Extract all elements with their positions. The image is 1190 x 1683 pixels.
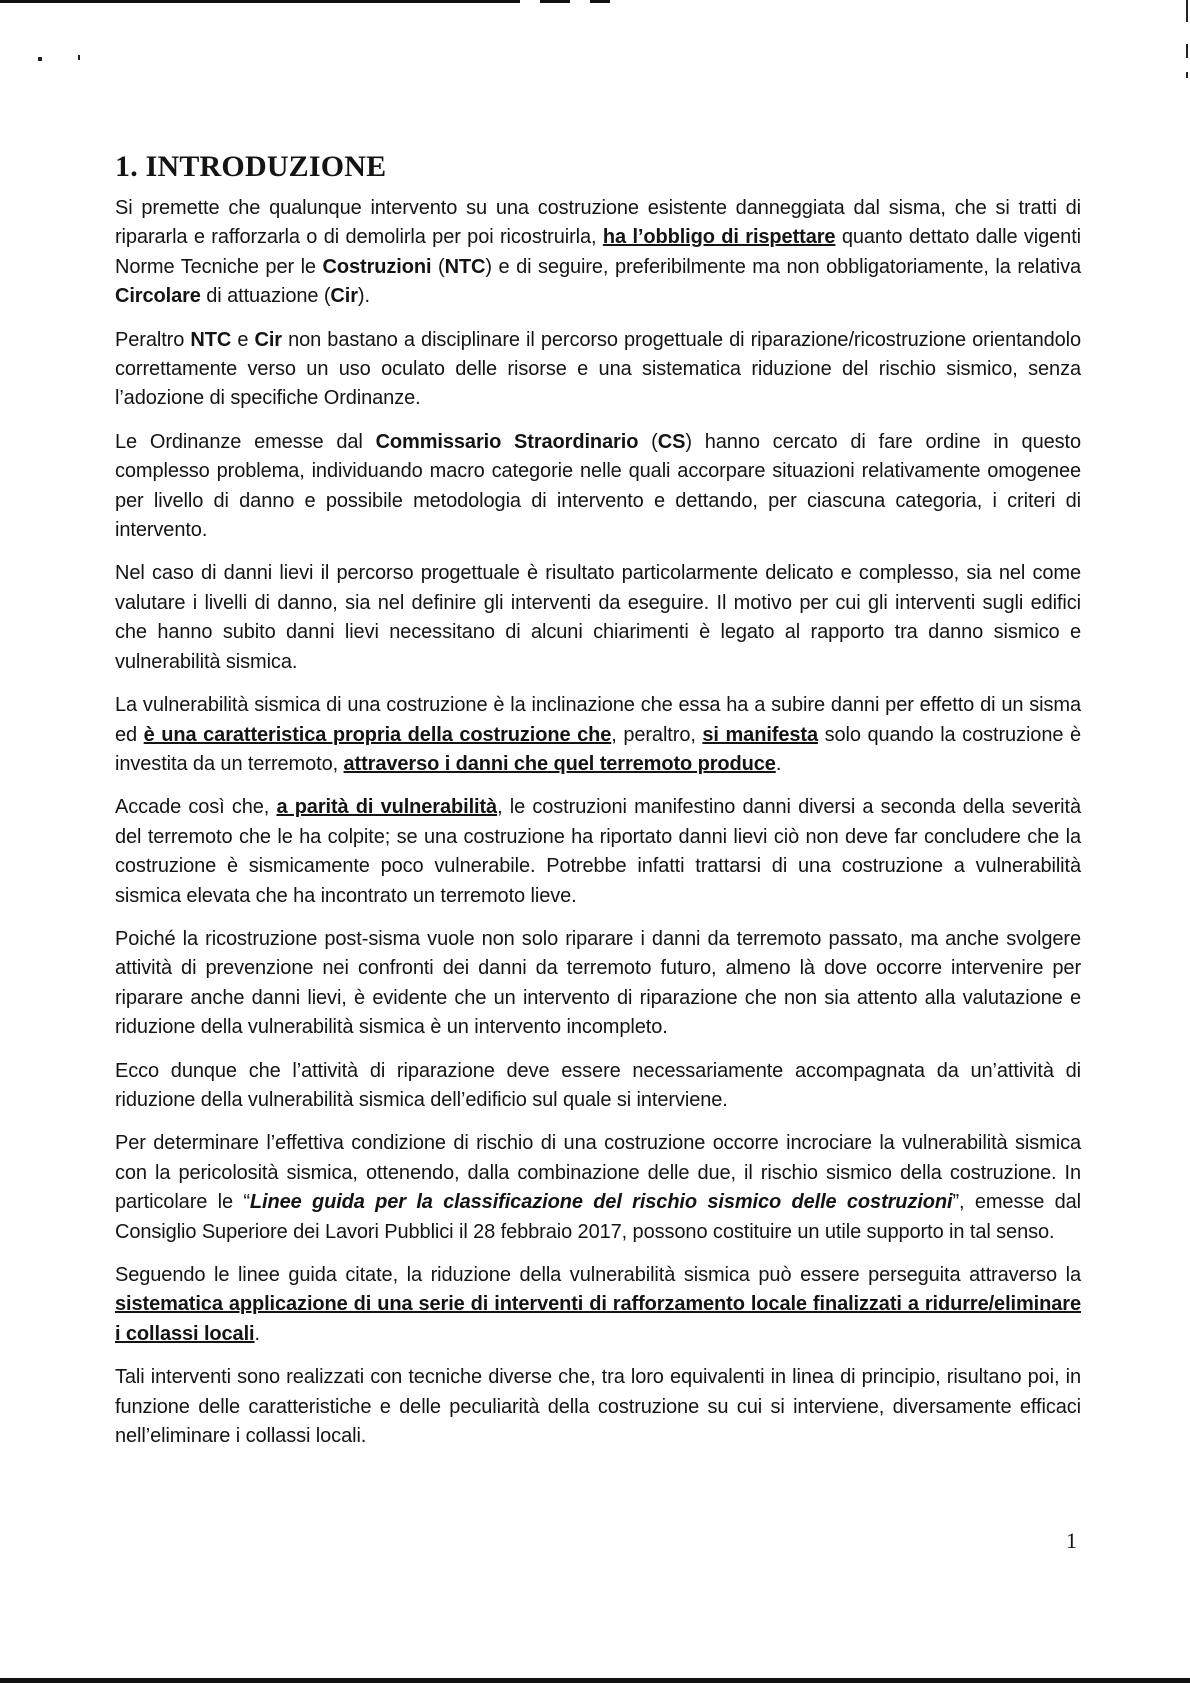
paragraph-11: Tali interventi sono realizzati con tecniche diverse che, tra loro equivalenti in linea di principio, risultano poi, in funzione delle caratteristiche e delle peculiarità della costruzione su cui si interviene, diversamente efficaci nell’eliminare i collassi locali. bbox=[115, 1366, 1081, 1448]
paragraph-2: Peraltro NTC e Cir non bastano a disciplinare il percorso progettuale di riparazione/ricostruzione orientandolo correttamente verso un uso oculato delle risorse e una sistematica riduzione del rischio sismico, senza l’adozione di specifiche Ordinanze. bbox=[115, 328, 1082, 410]
paragraph-3: Le Ordinanze emesse dal Commissario Straordinario (CS) hanno cercato di fare ordine in questo complesso problema, individuando macro categorie nelle quali accorpare situazioni relativamente omogenee per livello di danno e possibile metodologia di intervento e dettando, per ciascuna categoria, i criteri di intervento. bbox=[115, 430, 1081, 542]
scan-speck bbox=[78, 55, 80, 60]
paragraph-8: Ecco dunque che l’attività di riparazione deve essere necessariamente accompagnata da un’attività di riduzione della vulnerabilità sismica dell’edificio sul quale si interviene. bbox=[115, 1059, 1081, 1111]
paragraph-9: Per determinare l’effettiva condizione di rischio di una costruzione occorre incrociare la vulnerabilità sismica con la pericolosità sismica, ottenendo, dalla combinazione delle due, il rischio sismico della costruzione. In particolare le “Linee guida per la classificazione del rischio sismico delle costruzioni”, emesse dal Consiglio Superiore dei Lavori Pubblici il 28 febbraio 2017, possono costituire un utile supporto in tal senso. bbox=[115, 1132, 1082, 1243]
paragraph-4: Nel caso di danni lievi il percorso progettuale è risultato particolarmente delicato e complesso, sia nel come valutare i livelli di danno, sia nel definire gli interventi da eseguire. Il motivo per cui gli interventi sugli edifici che hanno subito danni lievi necessitano di alcuni chiarimenti è legato al rapporto tra danno sismico e vulnerabilità sismica. bbox=[115, 562, 1081, 673]
scan-border-dash bbox=[590, 0, 610, 3]
scan-edge-mark bbox=[1186, 44, 1188, 58]
paragraph-1: Si premette che qualunque intervento su una costruzione esistente danneggiata dal sisma, che si tratti di ripararla e rafforzarla o di demolirla per poi ricostruirla, ha l’obbligo di rispettare quanto dettato dalle vigenti Norme Tecniche per le Costruzioni (NTC) e di seguire, preferibilmente ma non obbligatoriamente, la relativa Circolare di attuazione (Cir). bbox=[115, 197, 1081, 308]
paragraph-7: Poiché la ricostruzione post-sisma vuole non solo riparare i danni da terremoto passato, ma anche svolgere attività di prevenzione nei confronti dei danni da terremoto futuro, almeno là dove occorre intervenire per riparare anche danni lievi, è evidente che un intervento di riparazione che non sia attento alla valutazione e riduzione della vulnerabilità sismica è un intervento incompleto. bbox=[115, 927, 1081, 1039]
scan-border-dash bbox=[540, 0, 570, 3]
scan-border-top bbox=[0, 0, 520, 3]
page-number: 1 bbox=[1066, 1528, 1077, 1553]
paragraph-10: Seguendo le linee guida citate, la riduzione della vulnerabilità sismica può essere perseguita attraverso la sistematica applicazione di una serie di interventi di rafforzamento locale finalizzati a ridurre/eliminare i collassi locali. bbox=[115, 1264, 1081, 1345]
section-heading: 1. INTRODUZIONE bbox=[115, 150, 387, 183]
scan-border-bottom bbox=[0, 1678, 1190, 1683]
paragraph-5: La vulnerabilità sismica di una costruzione è la inclinazione che essa ha a subire danni per effetto di un sisma ed è una caratteristica propria della costruzione che, peraltro, si manifesta solo quando la costruzione è investita da un terremoto, attraverso i danni che quel terremoto produce. bbox=[115, 694, 1081, 775]
scan-speck bbox=[38, 57, 42, 61]
scan-edge-mark bbox=[1186, 0, 1188, 22]
scan-edge-mark bbox=[1186, 72, 1188, 78]
document-page bbox=[115, 150, 1081, 1465]
paragraph-6: Accade così che, a parità di vulnerabilità, le costruzioni manifestino danni diversi a seconda della severità del terremoto che le ha colpite; se una costruzione ha riportato danni lievi ciò non deve far concludere che la costruzione è sismicamente poco vulnerabile. Potrebbe infatti trattarsi di una costruzione a vulnerabilità sismica elevata che ha incontrato un terremoto lieve. bbox=[115, 796, 1082, 907]
